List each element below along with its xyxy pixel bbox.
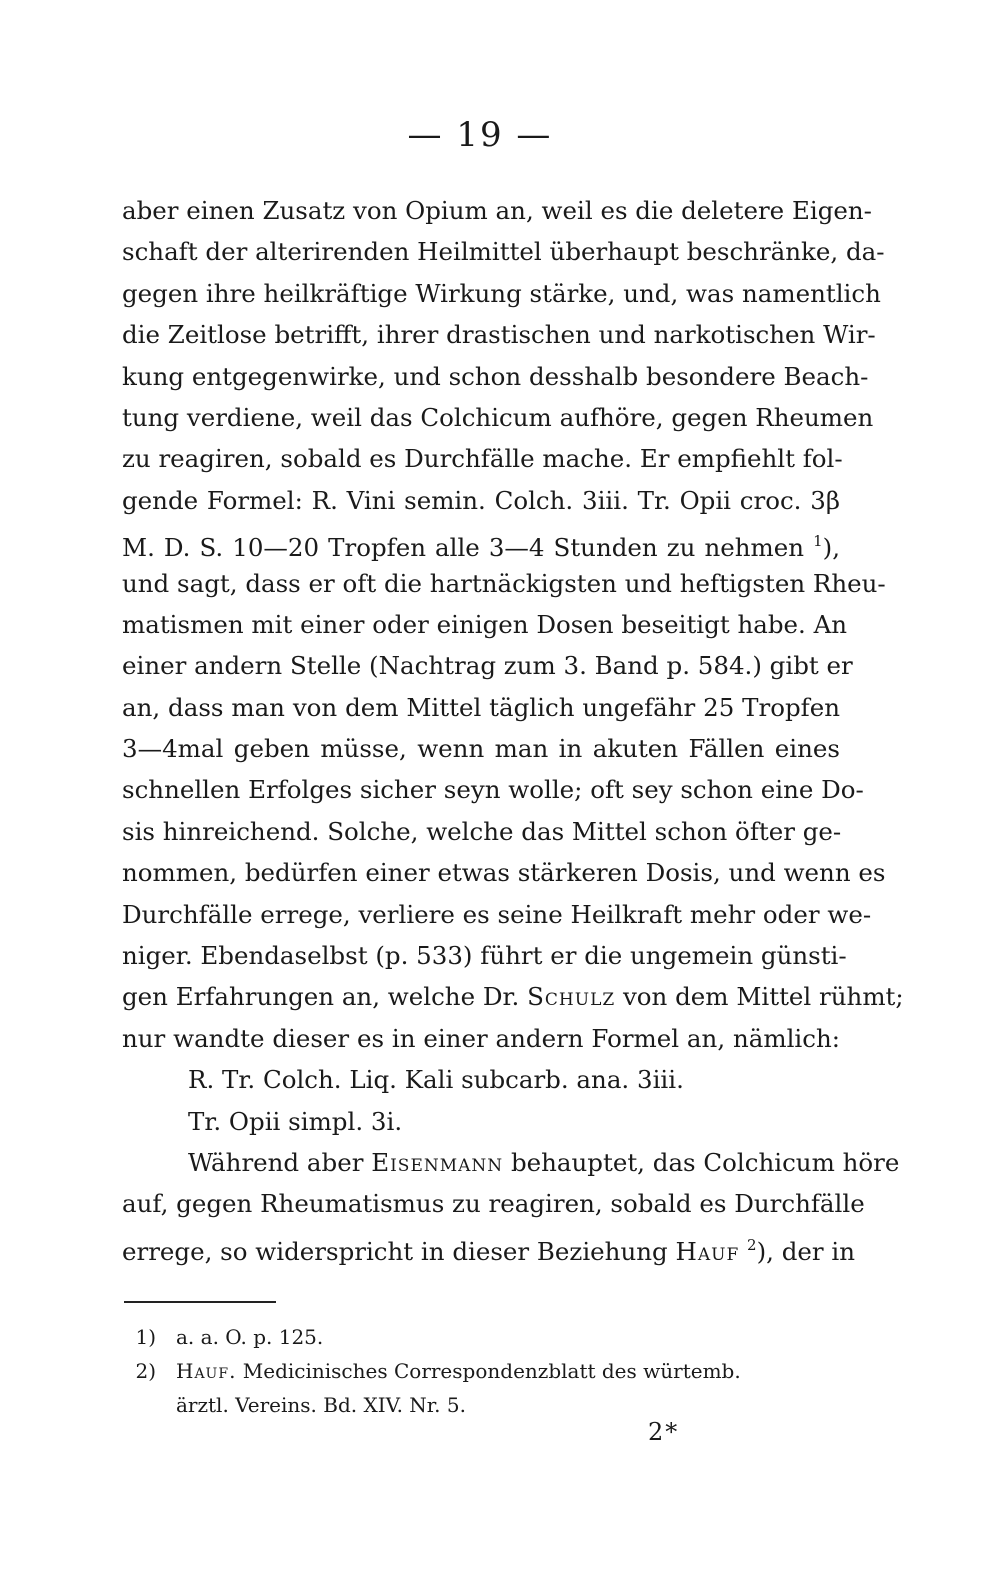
text-line: schnellen Erfolges sicher seyn wolle; oft sey schon eine Do- xyxy=(122,775,864,805)
formula-line: Tr. Opii simpl. 3i. xyxy=(188,1106,403,1136)
footnote-text: a. a. O. p. 125. xyxy=(176,1325,324,1349)
page-number: — 19 — xyxy=(407,115,553,155)
text-line: nur wandte dieser es in einer andern Formel an, nämlich: xyxy=(122,1023,840,1053)
footnote-ref: 2 xyxy=(747,1235,757,1254)
footnote-text: Medicinisches Correspondenzblatt des würtemb. xyxy=(236,1359,741,1383)
text-line: nommen, bedürfen einer etwas stärkeren Dosis, und wenn es xyxy=(122,858,886,888)
signature-mark: 2* xyxy=(648,1418,680,1446)
footnote-2-continued xyxy=(124,1388,840,1422)
text-line: aber einen Zusatz von Opium an, weil es die deletere Eigen- xyxy=(122,196,872,225)
text-segment: ), xyxy=(822,533,840,563)
author-name: Hauf. xyxy=(176,1359,237,1383)
text-segment: errege, so widerspricht in dieser Beziehung xyxy=(122,1236,676,1266)
text-line: die Zeitlose betrifft, ihrer drastischen und narkotischen Wir- xyxy=(122,320,876,350)
text-line: zu reagiren, sobald es Durchfälle mache. Er empfiehlt fol- xyxy=(122,444,843,474)
text-line: gegen ihre heilkräftige Wirkung stärke, und, was namentlich xyxy=(122,278,881,308)
text-line: sis hinreichend. Solche, welche das Mittel schon öfter ge- xyxy=(122,816,842,846)
footnote-divider xyxy=(124,1301,276,1303)
body-text xyxy=(122,190,904,1266)
footnote-text: ärztl. Vereins. Bd. XIV. Nr. 5. xyxy=(176,1393,466,1417)
text-line xyxy=(122,976,904,1017)
footnote-number: 1) xyxy=(135,1325,156,1349)
text-line: gende Formel: R. Vini semin. Colch. 3iii. Tr. Opii croc. 3β xyxy=(122,485,840,515)
footnote-ref: 1 xyxy=(813,532,823,551)
author-name: Hauf xyxy=(675,1236,740,1266)
text-line: einer andern Stelle (Nachtrag zum 3. Band p. 584.) gibt er xyxy=(122,651,853,681)
text-segment: von dem Mittel rühmt; xyxy=(615,982,904,1012)
text-segment: gen Erfahrungen an, welche Dr. xyxy=(122,982,528,1012)
text-segment: ), der in xyxy=(756,1236,856,1266)
text-line: 3—4mal geben müsse, wenn man in akuten Fällen eines xyxy=(122,734,840,764)
footnotes xyxy=(124,1320,840,1422)
footnote-2 xyxy=(124,1354,840,1388)
footnote-number: 2) xyxy=(135,1359,156,1383)
text-line: matismen mit einer oder einigen Dosen beseitigt habe. An xyxy=(122,609,848,639)
text-segment: M. D. S. 10—20 Tropfen alle 3—4 Stunden zu nehmen xyxy=(122,533,814,563)
text-line xyxy=(122,1142,900,1183)
text-line: kung entgegenwirke, und schon desshalb besondere Beach- xyxy=(122,361,869,391)
formula-line: R. Tr. Colch. Liq. Kali subcarb. ana. 3iii. xyxy=(188,1065,684,1095)
text-line: an, dass man von dem Mittel täglich ungefähr 25 Tropfen xyxy=(122,692,840,722)
author-name: Schulz xyxy=(527,982,616,1012)
text-line: schaft der alterirenden Heilmittel überhaupt beschränke, da- xyxy=(122,237,885,267)
text-line: tung verdiene, weil das Colchicum aufhöre, gegen Rheumen xyxy=(122,402,874,432)
footnote-1 xyxy=(124,1320,840,1354)
text-line: und sagt, dass er oft die hartnäckigsten und heftigsten Rheu- xyxy=(122,568,886,598)
text-line: auf, gegen Rheumatismus zu reagiren, sobald es Durchfälle xyxy=(122,1189,865,1219)
text-line: niger. Ebendaselbst (p. 533) führt er die ungemein günsti- xyxy=(122,941,847,971)
author-name: Eisenmann xyxy=(371,1147,504,1177)
text-line xyxy=(122,1225,856,1266)
text-line xyxy=(122,521,840,562)
text-line: Durchfälle errege, verliere es seine Heilkraft mehr oder we- xyxy=(122,899,872,929)
text-segment: behauptet, das Colchicum höre xyxy=(503,1147,900,1177)
text-segment: Während aber xyxy=(188,1147,372,1177)
